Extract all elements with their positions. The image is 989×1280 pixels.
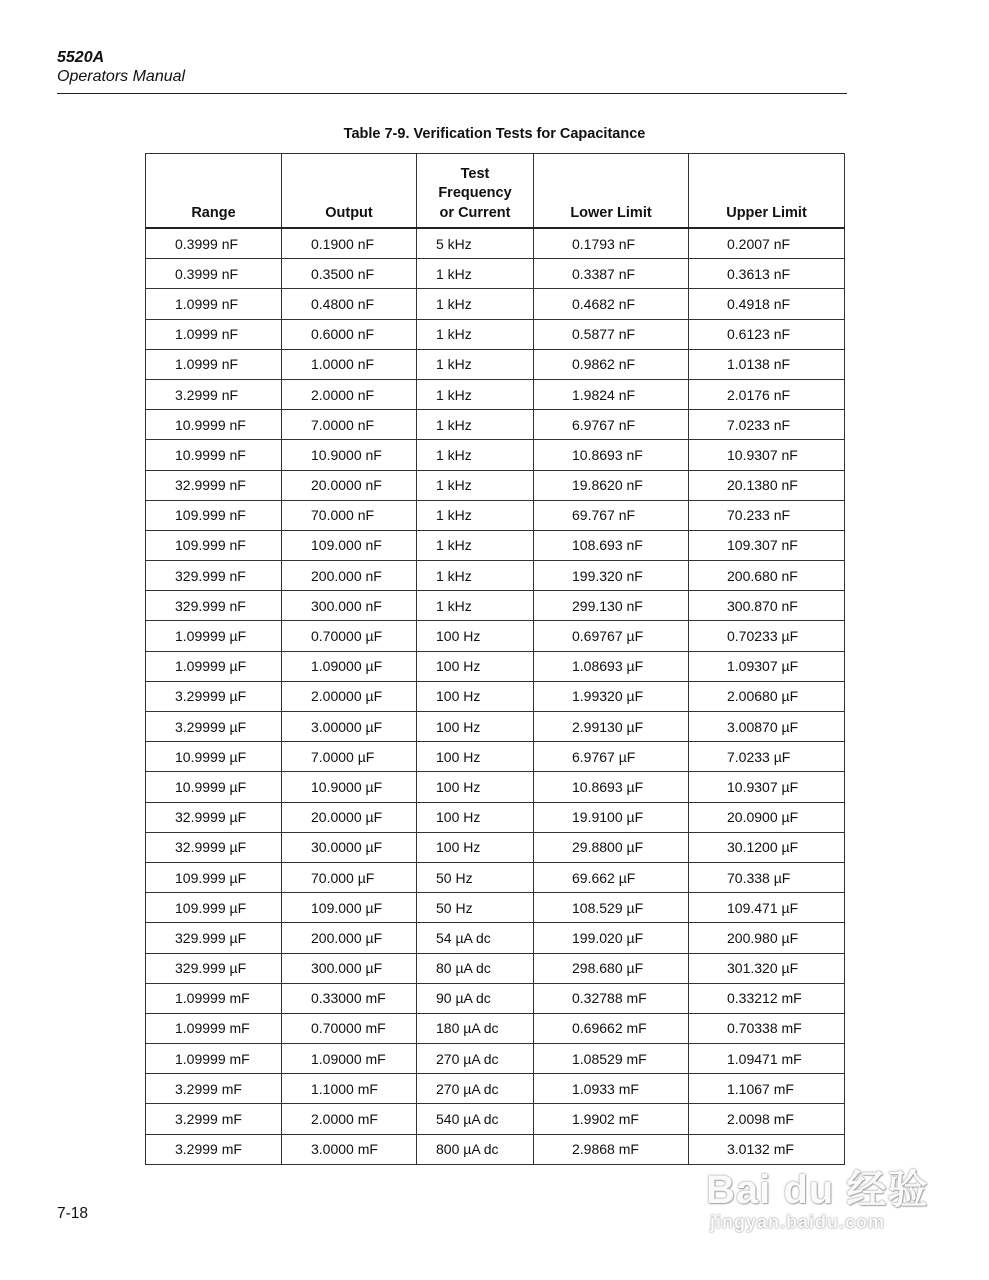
table-cell: 1.1000 mF — [282, 1074, 417, 1104]
table-cell: 329.999 nF — [146, 561, 282, 591]
table-cell: 199.320 nF — [534, 561, 689, 591]
table-cell: 1.9902 mF — [534, 1104, 689, 1134]
table-cell: 1.08693 µF — [534, 651, 689, 681]
table-cell: 1.0999 nF — [146, 289, 282, 319]
table-cell: 200.980 µF — [689, 923, 845, 953]
table-cell: 0.5877 nF — [534, 319, 689, 349]
table-cell: 100 Hz — [417, 712, 534, 742]
column-header-line: Test — [460, 165, 490, 182]
table-row — [146, 862, 845, 892]
table-row — [146, 802, 845, 832]
table-cell: 100 Hz — [417, 802, 534, 832]
column-header — [282, 154, 417, 229]
table-cell: 1.1067 mF — [689, 1074, 845, 1104]
watermark-logo: Bai du 经验 — [706, 1168, 929, 1212]
table-cell: 2.99130 µF — [534, 712, 689, 742]
table-cell: 0.1900 nF — [282, 228, 417, 259]
table-cell: 70.000 nF — [282, 500, 417, 530]
header-divider — [57, 93, 847, 94]
table-cell: 1.0999 nF — [146, 319, 282, 349]
table-cell: 10.8693 nF — [534, 440, 689, 470]
table-row — [146, 591, 845, 621]
table-cell: 1.0999 nF — [146, 349, 282, 379]
table-cell: 70.000 µF — [282, 862, 417, 892]
table-title: Table 7-9. Verification Tests for Capacitance — [343, 126, 646, 142]
table-cell: 20.0000 µF — [282, 802, 417, 832]
table-row — [146, 319, 845, 349]
table-cell: 109.000 µF — [282, 893, 417, 923]
table-row — [146, 289, 845, 319]
table-cell: 800 µA dc — [417, 1134, 534, 1164]
table-row — [146, 651, 845, 681]
table-cell: 100 Hz — [417, 681, 534, 711]
table-cell: 10.9999 µF — [146, 742, 282, 772]
table-cell: 109.999 µF — [146, 893, 282, 923]
table-cell: 1.09307 µF — [689, 651, 845, 681]
table-cell: 1.09999 µF — [146, 651, 282, 681]
table-cell: 2.9868 mF — [534, 1134, 689, 1164]
column-header-line: Lower Limit — [570, 204, 652, 221]
table-cell: 90 µA dc — [417, 983, 534, 1013]
table-cell: 20.0900 µF — [689, 802, 845, 832]
table-cell: 100 Hz — [417, 621, 534, 651]
table-cell: 3.0000 mF — [282, 1134, 417, 1164]
table-row — [146, 983, 845, 1013]
table-row — [146, 832, 845, 862]
table-cell: 3.2999 mF — [146, 1134, 282, 1164]
table-cell: 80 µA dc — [417, 953, 534, 983]
table-cell: 10.9999 nF — [146, 440, 282, 470]
table-cell: 200.000 nF — [282, 561, 417, 591]
column-header-line: Upper Limit — [726, 204, 807, 221]
table-cell: 109.999 µF — [146, 862, 282, 892]
table-cell: 109.000 nF — [282, 530, 417, 560]
table-row — [146, 561, 845, 591]
table-cell: 1 kHz — [417, 500, 534, 530]
table-row — [146, 923, 845, 953]
table-cell: 329.999 µF — [146, 923, 282, 953]
table-cell: 0.70233 µF — [689, 621, 845, 651]
table-cell: 1 kHz — [417, 561, 534, 591]
page-number: 7-18 — [57, 1205, 89, 1222]
table-cell: 0.4918 nF — [689, 289, 845, 319]
table-cell: 54 µA dc — [417, 923, 534, 953]
table-row — [146, 530, 845, 560]
table-row — [146, 500, 845, 530]
table-cell: 2.00000 µF — [282, 681, 417, 711]
table-cell: 100 Hz — [417, 742, 534, 772]
table-row — [146, 349, 845, 379]
table-cell: 108.693 nF — [534, 530, 689, 560]
document-model: 5520A — [57, 49, 105, 66]
table-cell: 1.09999 mF — [146, 1013, 282, 1043]
column-header — [146, 154, 282, 229]
table-cell: 2.0098 mF — [689, 1104, 845, 1134]
table-cell: 69.767 nF — [534, 500, 689, 530]
table-cell: 1.09000 µF — [282, 651, 417, 681]
table-row — [146, 379, 845, 409]
column-header — [534, 154, 689, 229]
watermark-url: jingyan.baidu.com — [710, 1212, 886, 1232]
table-cell: 30.0000 µF — [282, 832, 417, 862]
table-cell: 300.870 nF — [689, 591, 845, 621]
table-cell: 3.2999 mF — [146, 1074, 282, 1104]
table-cell: 0.70000 mF — [282, 1013, 417, 1043]
column-header-line: Range — [191, 204, 236, 221]
table-row — [146, 1074, 845, 1104]
table-row — [146, 228, 845, 259]
table-cell: 3.29999 µF — [146, 681, 282, 711]
baidu-watermark — [700, 1130, 940, 1250]
table-row — [146, 440, 845, 470]
table-cell: 0.3999 nF — [146, 228, 282, 259]
table-cell: 1.9824 nF — [534, 379, 689, 409]
table-cell: 0.3613 nF — [689, 259, 845, 289]
table-row — [146, 893, 845, 923]
table-cell: 32.9999 µF — [146, 802, 282, 832]
table-cell: 0.6123 nF — [689, 319, 845, 349]
table-cell: 10.9999 nF — [146, 410, 282, 440]
column-header-line: Frequency — [438, 185, 512, 201]
table-cell: 1 kHz — [417, 259, 534, 289]
table-cell: 10.9307 µF — [689, 772, 845, 802]
table-cell: 200.680 nF — [689, 561, 845, 591]
table-cell: 32.9999 nF — [146, 470, 282, 500]
table-cell: 1 kHz — [417, 319, 534, 349]
table-cell: 0.33000 mF — [282, 983, 417, 1013]
table-cell: 0.70338 mF — [689, 1013, 845, 1043]
table-cell: 270 µA dc — [417, 1044, 534, 1074]
table-cell: 1.0000 nF — [282, 349, 417, 379]
table-cell: 50 Hz — [417, 862, 534, 892]
table-cell: 0.4800 nF — [282, 289, 417, 319]
table-row — [146, 953, 845, 983]
table-cell: 1.0138 nF — [689, 349, 845, 379]
table-cell: 2.0000 mF — [282, 1104, 417, 1134]
capacitance-verification-table — [145, 153, 845, 1165]
table-row — [146, 742, 845, 772]
table-cell: 7.0000 nF — [282, 410, 417, 440]
table-cell: 2.00680 µF — [689, 681, 845, 711]
table-cell: 0.1793 nF — [534, 228, 689, 259]
table-cell: 540 µA dc — [417, 1104, 534, 1134]
table-cell: 100 Hz — [417, 772, 534, 802]
table-cell: 0.32788 mF — [534, 983, 689, 1013]
table-cell: 100 Hz — [417, 651, 534, 681]
table-cell: 1.09999 µF — [146, 621, 282, 651]
table-cell: 19.8620 nF — [534, 470, 689, 500]
table-cell: 0.2007 nF — [689, 228, 845, 259]
table-cell: 19.9100 µF — [534, 802, 689, 832]
table-cell: 0.33212 mF — [689, 983, 845, 1013]
table-cell: 199.020 µF — [534, 923, 689, 953]
table-cell: 299.130 nF — [534, 591, 689, 621]
table-cell: 200.000 µF — [282, 923, 417, 953]
table-cell: 300.000 nF — [282, 591, 417, 621]
table-cell: 7.0000 µF — [282, 742, 417, 772]
table-cell: 1 kHz — [417, 440, 534, 470]
table-cell: 0.4682 nF — [534, 289, 689, 319]
table-cell: 0.69662 mF — [534, 1013, 689, 1043]
table-row — [146, 470, 845, 500]
table-cell: 2.0176 nF — [689, 379, 845, 409]
table-cell: 2.0000 nF — [282, 379, 417, 409]
table-cell: 0.6000 nF — [282, 319, 417, 349]
table-cell: 10.9000 nF — [282, 440, 417, 470]
running-header — [57, 48, 185, 86]
table-cell: 20.1380 nF — [689, 470, 845, 500]
column-header — [689, 154, 845, 229]
table-cell: 6.9767 µF — [534, 742, 689, 772]
table-cell: 3.29999 µF — [146, 712, 282, 742]
table-cell: 180 µA dc — [417, 1013, 534, 1043]
table-cell: 1.09471 mF — [689, 1044, 845, 1074]
table-cell: 30.1200 µF — [689, 832, 845, 862]
table-cell: 1.09999 mF — [146, 1044, 282, 1074]
table-cell: 109.999 nF — [146, 530, 282, 560]
table-row — [146, 259, 845, 289]
table-row — [146, 681, 845, 711]
table-cell: 10.9000 µF — [282, 772, 417, 802]
table-cell: 0.9862 nF — [534, 349, 689, 379]
table-cell: 300.000 µF — [282, 953, 417, 983]
table-cell: 270 µA dc — [417, 1074, 534, 1104]
table-cell: 329.999 µF — [146, 953, 282, 983]
table-row — [146, 1044, 845, 1074]
table-cell: 6.9767 nF — [534, 410, 689, 440]
table-cell: 109.307 nF — [689, 530, 845, 560]
table-cell: 3.2999 mF — [146, 1104, 282, 1134]
table-cell: 69.662 µF — [534, 862, 689, 892]
table-cell: 32.9999 µF — [146, 832, 282, 862]
table-cell: 70.233 nF — [689, 500, 845, 530]
column-header — [417, 154, 534, 229]
table-cell: 100 Hz — [417, 832, 534, 862]
table-cell: 301.320 µF — [689, 953, 845, 983]
table-cell: 1.99320 µF — [534, 681, 689, 711]
table-cell: 109.471 µF — [689, 893, 845, 923]
table-cell: 1 kHz — [417, 349, 534, 379]
table-cell: 108.529 µF — [534, 893, 689, 923]
table-body — [146, 228, 845, 1164]
table-cell: 10.9307 nF — [689, 440, 845, 470]
table-cell: 0.3999 nF — [146, 259, 282, 289]
table-cell: 109.999 nF — [146, 500, 282, 530]
table-cell: 29.8800 µF — [534, 832, 689, 862]
table-cell: 329.999 nF — [146, 591, 282, 621]
table-cell: 1 kHz — [417, 530, 534, 560]
table-row — [146, 410, 845, 440]
table-cell: 3.00000 µF — [282, 712, 417, 742]
table-row — [146, 1013, 845, 1043]
table-cell: 1 kHz — [417, 289, 534, 319]
table-cell: 1.08529 mF — [534, 1044, 689, 1074]
table-cell: 10.8693 µF — [534, 772, 689, 802]
table-cell: 3.0132 mF — [689, 1134, 845, 1164]
table-cell: 10.9999 µF — [146, 772, 282, 802]
table-cell: 0.70000 µF — [282, 621, 417, 651]
table-cell: 20.0000 nF — [282, 470, 417, 500]
table-cell: 1.09000 mF — [282, 1044, 417, 1074]
column-header-line: Output — [325, 204, 373, 221]
document-subtitle: Operators Manual — [57, 68, 186, 85]
table-cell: 3.2999 nF — [146, 379, 282, 409]
table-row — [146, 772, 845, 802]
table-cell: 0.3500 nF — [282, 259, 417, 289]
table-header-row — [146, 154, 845, 229]
table-cell: 1.09999 mF — [146, 983, 282, 1013]
table-row — [146, 621, 845, 651]
table-cell: 1 kHz — [417, 591, 534, 621]
table-cell: 1 kHz — [417, 470, 534, 500]
column-header-line: or Current — [439, 204, 511, 221]
table-cell: 50 Hz — [417, 893, 534, 923]
table-cell: 7.0233 nF — [689, 410, 845, 440]
table-cell: 7.0233 µF — [689, 742, 845, 772]
table-cell: 5 kHz — [417, 228, 534, 259]
table-cell: 1.0933 mF — [534, 1074, 689, 1104]
table-cell: 3.00870 µF — [689, 712, 845, 742]
table-cell: 1 kHz — [417, 379, 534, 409]
table-cell: 0.69767 µF — [534, 621, 689, 651]
table-row — [146, 712, 845, 742]
table-cell: 298.680 µF — [534, 953, 689, 983]
table-cell: 0.3387 nF — [534, 259, 689, 289]
table-cell: 70.338 µF — [689, 862, 845, 892]
table-cell: 1 kHz — [417, 410, 534, 440]
